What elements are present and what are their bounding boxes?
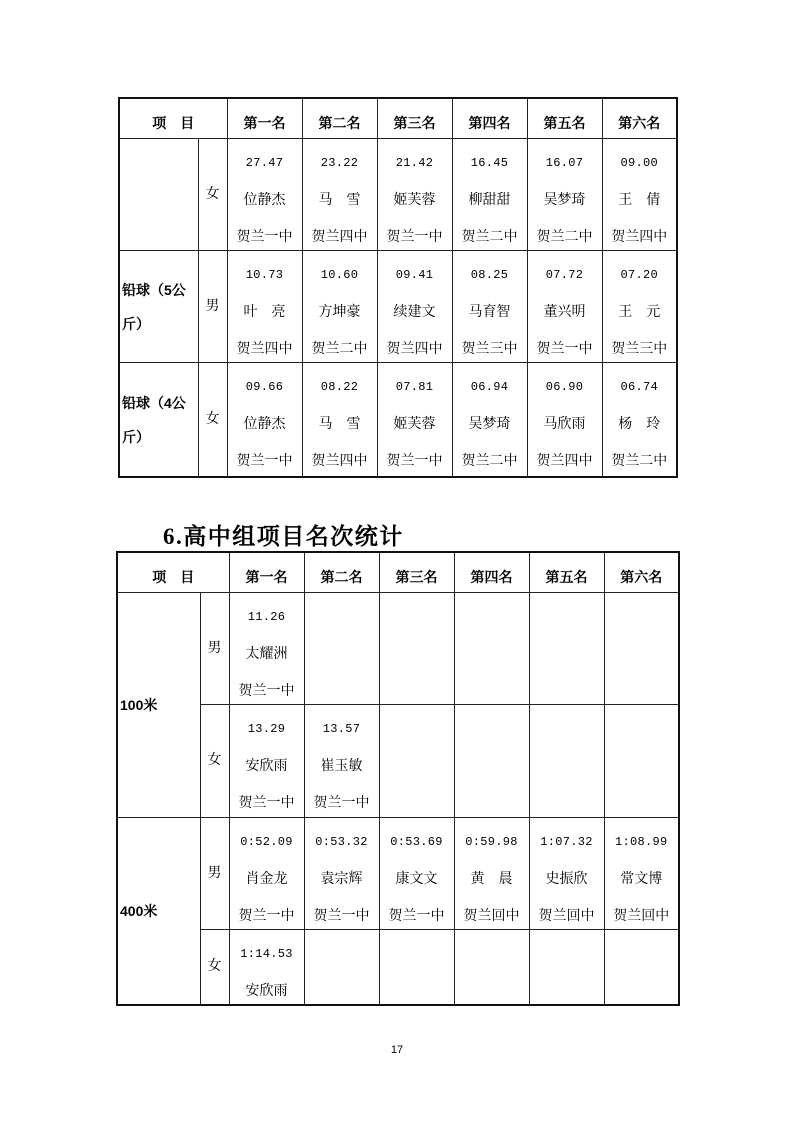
school-name: 贺兰三中	[611, 342, 668, 357]
event-label: 铅球（5公斤）	[122, 281, 186, 332]
header-rank-label: 第三名	[395, 571, 438, 586]
header-rank-cell	[227, 98, 302, 139]
school-name: 贺兰四中	[386, 342, 443, 357]
rank-cell	[379, 705, 454, 818]
rank-cell-content	[528, 363, 602, 476]
rank-cell	[229, 593, 304, 705]
athlete-name: 安欣雨	[245, 983, 288, 999]
table-row	[119, 251, 677, 363]
school-name: 贺兰四中	[311, 230, 368, 245]
header-rank-label: 第一名	[243, 117, 286, 132]
event-label: 铅球（4公斤）	[122, 394, 186, 445]
header-rank-cell	[602, 98, 677, 139]
rank-cell-content	[530, 705, 604, 817]
score-text: 07.72	[545, 268, 584, 282]
rank-cell-content	[455, 593, 529, 704]
rank-cell-content	[603, 139, 677, 250]
athlete-name: 史振欣	[545, 871, 588, 887]
gender-cell	[200, 705, 229, 818]
rank-cell-content	[453, 251, 527, 362]
header-rank-label: 第一名	[245, 571, 288, 586]
athlete-name: 崔玉敏	[320, 758, 363, 774]
rank-cell-content	[455, 930, 529, 1004]
athlete-name: 马育智	[468, 304, 511, 320]
rank-cell	[302, 251, 377, 363]
table-row	[119, 363, 677, 478]
gender-label: 女	[207, 753, 222, 768]
header-rank-label: 第六名	[620, 571, 663, 586]
rank-cell-content	[378, 251, 452, 362]
score-text: 0:52.09	[240, 835, 293, 849]
rank-cell	[227, 363, 302, 478]
athlete-name: 马欣雨	[543, 416, 586, 432]
event-cell	[119, 251, 198, 363]
header-item-label: 项 目	[152, 571, 195, 586]
rank-cell	[229, 930, 304, 1006]
rank-cell	[302, 139, 377, 251]
school-name: 贺兰一中	[388, 909, 445, 924]
rank-cell-content	[380, 705, 454, 817]
score-text: 06.74	[620, 380, 658, 394]
school-name: 贺兰二中	[461, 454, 518, 469]
score-text: 0:59.98	[465, 835, 518, 849]
rank-cell	[604, 930, 679, 1006]
athlete-name: 常文博	[620, 871, 663, 887]
rank-cell-content	[455, 818, 529, 929]
rank-cell-content	[230, 705, 304, 817]
header-rank-cell	[527, 98, 602, 139]
rank-cell-content	[528, 139, 602, 250]
gender-cell	[198, 251, 227, 363]
header-rank-label: 第五名	[543, 117, 586, 132]
athlete-name: 姬芙蓉	[393, 192, 436, 208]
school-name: 贺兰二中	[461, 230, 518, 245]
rank-cell-content	[228, 251, 302, 362]
score-text: 10.60	[320, 268, 359, 282]
school-name: 贺兰四中	[236, 342, 293, 357]
score-text: 1:14.53	[240, 947, 293, 961]
section-title: 6.高中组项目名次统计	[163, 524, 404, 549]
table-row	[117, 930, 679, 1006]
header-rank-cell	[454, 552, 529, 593]
athlete-name: 康文文	[395, 871, 438, 887]
header-row	[119, 98, 677, 139]
rank-cell-content	[305, 930, 379, 1004]
rank-cell-content	[228, 363, 302, 476]
rank-cell	[229, 705, 304, 818]
rank-cell-content	[303, 139, 377, 250]
header-rank-label: 第二名	[320, 571, 363, 586]
rank-cell	[304, 930, 379, 1006]
score-text: 21.42	[395, 156, 434, 170]
table-row	[117, 593, 679, 705]
page-number: 17	[390, 1044, 404, 1056]
rank-cell-content	[455, 705, 529, 817]
rank-cell-content	[378, 363, 452, 476]
athlete-name: 马 雪	[318, 416, 361, 432]
gender-label: 女	[205, 186, 220, 202]
rank-cell	[377, 251, 452, 363]
school-name: 贺兰一中	[238, 684, 295, 699]
rank-cell	[527, 363, 602, 478]
athlete-name: 王 倩	[618, 192, 661, 208]
rank-cell	[304, 705, 379, 818]
gender-label: 男	[207, 865, 222, 881]
score-text: 07.81	[395, 380, 434, 394]
school-name: 贺兰回中	[463, 909, 520, 924]
score-text: 09.66	[245, 380, 284, 394]
score-text: 23.22	[320, 156, 359, 170]
rank-cell-content	[380, 818, 454, 929]
rank-cell	[604, 593, 679, 705]
gender-cell	[198, 139, 227, 251]
rank-cell-content	[228, 139, 302, 250]
rank-cell-content	[605, 818, 679, 929]
table-row	[119, 139, 677, 251]
rank-cell-content	[380, 930, 454, 1004]
athlete-name: 吴梦琦	[468, 416, 511, 432]
rank-cell	[527, 139, 602, 251]
event-cell	[117, 593, 200, 818]
rank-cell	[454, 705, 529, 818]
header-item-cell	[117, 552, 229, 593]
rank-cell-content	[230, 818, 304, 929]
athlete-name: 叶 亮	[243, 304, 286, 320]
rank-cell	[379, 593, 454, 705]
score-text: 13.57	[322, 722, 361, 736]
rank-cell	[529, 593, 604, 705]
rank-cell-content	[303, 363, 377, 476]
school-name: 贺兰二中	[536, 230, 593, 245]
header-rank-cell	[377, 98, 452, 139]
rank-cell	[529, 930, 604, 1006]
score-text: 09.00	[620, 156, 658, 170]
school-name: 贺兰一中	[236, 454, 293, 469]
rank-cell-content	[380, 593, 454, 704]
gender-cell	[200, 593, 229, 705]
rank-cell-content	[305, 818, 379, 929]
rank-cell	[454, 593, 529, 705]
school-name: 贺兰四中	[536, 454, 593, 469]
score-text: 10.73	[245, 268, 284, 282]
school-name: 贺兰四中	[611, 230, 668, 245]
header-rank-cell	[452, 98, 527, 139]
rank-cell-content	[530, 593, 604, 704]
header-rank-label: 第四名	[468, 117, 511, 132]
event-cell	[119, 139, 198, 251]
event-label: 100米	[120, 697, 158, 713]
rank-cell	[452, 139, 527, 251]
rank-cell-content	[605, 593, 679, 704]
table-body	[119, 98, 677, 477]
school-name: 贺兰一中	[536, 342, 593, 357]
rank-cell	[379, 818, 454, 930]
athlete-name: 黄 晨	[470, 871, 513, 887]
rank-cell-content	[530, 930, 604, 1004]
athlete-name: 董兴明	[543, 304, 586, 320]
athlete-name: 方坤豪	[318, 304, 361, 320]
score-text: 08.25	[470, 268, 509, 282]
header-item-cell	[119, 98, 227, 139]
rank-cell-content	[305, 593, 379, 704]
score-text: 09.41	[395, 268, 434, 282]
score-text: 08.22	[320, 380, 359, 394]
athlete-name: 柳甜甜	[468, 192, 511, 208]
athlete-name: 位静杰	[243, 416, 286, 432]
score-text: 16.07	[545, 156, 584, 170]
event-label: 400米	[120, 903, 158, 919]
school-name: 贺兰一中	[238, 909, 295, 924]
header-rank-label: 第二名	[318, 117, 361, 132]
rank-cell-content	[603, 251, 677, 362]
score-text: 1:08.99	[614, 835, 668, 849]
rank-cell	[379, 930, 454, 1006]
header-rank-cell	[229, 552, 304, 593]
athlete-name: 太耀洲	[245, 646, 288, 662]
rank-cell	[529, 705, 604, 818]
athlete-name: 王 元	[618, 304, 661, 320]
athlete-name: 姬芙蓉	[393, 416, 436, 432]
header-rank-label: 第四名	[470, 571, 513, 586]
gender-cell	[200, 930, 229, 1006]
score-text: 0:53.69	[390, 835, 443, 849]
rank-cell-content	[530, 818, 604, 929]
athlete-name: 袁宗辉	[320, 871, 363, 887]
rank-cell-content	[303, 251, 377, 362]
athlete-name: 杨 玲	[618, 416, 661, 432]
table-body	[117, 552, 679, 1005]
rank-cell	[304, 818, 379, 930]
score-text: 0:53.32	[315, 835, 368, 849]
rank-cell	[602, 363, 677, 478]
rank-cell	[602, 139, 677, 251]
header-rank-cell	[529, 552, 604, 593]
score-text: 1:07.32	[540, 835, 593, 849]
school-name: 贺兰三中	[461, 342, 518, 357]
score-text: 13.29	[247, 722, 286, 736]
school-name: 贺兰一中	[313, 796, 370, 811]
rank-cell	[604, 705, 679, 818]
school-name: 贺兰回中	[538, 909, 595, 924]
rank-cell	[377, 139, 452, 251]
header-row	[117, 552, 679, 593]
rank-cell	[229, 818, 304, 930]
rank-cell-content	[378, 139, 452, 250]
rank-cell	[227, 139, 302, 251]
rank-cell	[454, 930, 529, 1006]
event-cell	[117, 818, 200, 1006]
rank-cell-content	[605, 930, 679, 1004]
header-rank-cell	[604, 552, 679, 593]
results-table-continued	[118, 97, 678, 478]
rank-cell	[302, 363, 377, 478]
athlete-name: 马 雪	[318, 192, 361, 208]
rank-cell	[452, 251, 527, 363]
school-name: 贺兰回中	[613, 909, 670, 924]
score-text: 27.47	[245, 156, 284, 170]
rank-cell	[454, 818, 529, 930]
gender-label: 男	[205, 298, 220, 314]
header-rank-label: 第三名	[393, 117, 436, 132]
rank-cell-content	[230, 930, 304, 1004]
rank-cell	[304, 593, 379, 705]
table-row	[117, 818, 679, 930]
school-name: 贺兰一中	[238, 796, 295, 811]
senior-results-table	[116, 551, 680, 1006]
header-rank-label: 第五名	[545, 571, 588, 586]
score-text: 11.26	[247, 610, 286, 624]
rank-cell-content	[230, 593, 304, 704]
header-rank-cell	[304, 552, 379, 593]
athlete-name: 位静杰	[243, 192, 286, 208]
school-name: 贺兰一中	[386, 454, 443, 469]
rank-cell-content	[605, 705, 679, 817]
athlete-name: 安欣雨	[245, 758, 288, 774]
rank-cell-content	[603, 363, 677, 476]
rank-cell	[604, 818, 679, 930]
rank-cell	[227, 251, 302, 363]
header-rank-label: 第六名	[618, 117, 661, 132]
score-text: 06.90	[545, 380, 584, 394]
school-name: 贺兰二中	[311, 342, 368, 357]
rank-cell-content	[305, 705, 379, 817]
school-name: 贺兰四中	[311, 454, 368, 469]
gender-label: 女	[207, 959, 222, 974]
header-rank-cell	[379, 552, 454, 593]
rank-cell	[602, 251, 677, 363]
rank-cell	[527, 251, 602, 363]
rank-cell	[452, 363, 527, 478]
rank-cell-content	[453, 363, 527, 476]
score-text: 06.94	[470, 380, 509, 394]
score-text: 07.20	[620, 268, 658, 282]
header-item-label: 项 目	[152, 117, 195, 132]
athlete-name: 吴梦琦	[543, 192, 586, 208]
gender-cell	[198, 363, 227, 478]
event-cell	[119, 363, 198, 478]
school-name: 贺兰一中	[313, 909, 370, 924]
rank-cell	[529, 818, 604, 930]
rank-cell-content	[453, 139, 527, 250]
table-row	[117, 705, 679, 818]
school-name: 贺兰二中	[611, 454, 668, 469]
school-name: 贺兰一中	[236, 230, 293, 245]
athlete-name: 肖金龙	[245, 871, 288, 887]
score-text: 16.45	[470, 156, 509, 170]
athlete-name: 续建文	[393, 304, 436, 320]
rank-cell	[377, 363, 452, 478]
rank-cell-content	[528, 251, 602, 362]
gender-label: 女	[205, 411, 220, 427]
gender-cell	[200, 818, 229, 930]
header-rank-cell	[302, 98, 377, 139]
gender-label: 男	[207, 640, 222, 656]
school-name: 贺兰一中	[386, 230, 443, 245]
